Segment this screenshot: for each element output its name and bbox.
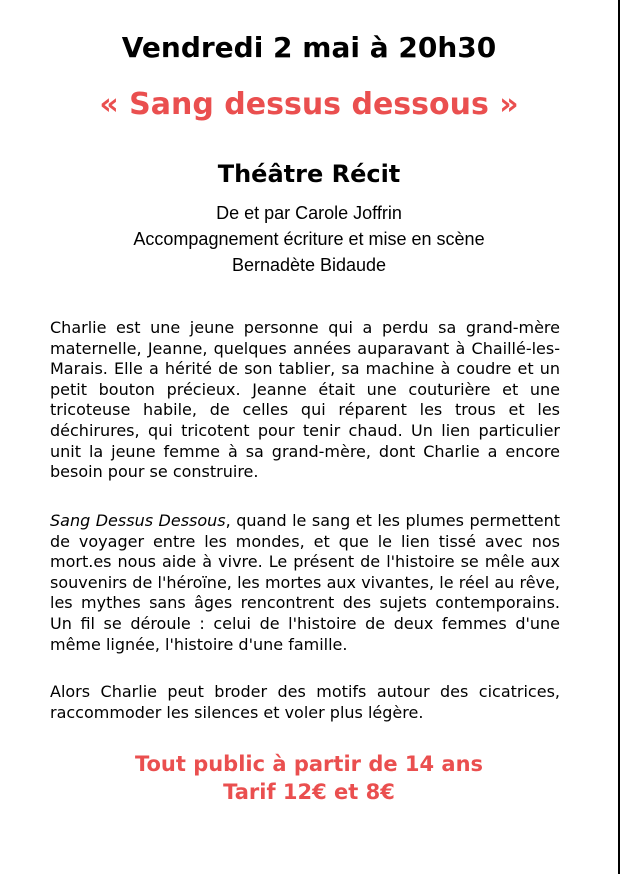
venue-heading: Théâtre Récit [217,160,401,188]
footer-info [0,750,618,806]
show-title: « Sang dessus dessous » [99,87,519,122]
synopsis-paragraph-1: Charlie est une jeune personne qui a perdu sa grand-mère maternelle, Jeanne, quelques années auparavant à Chaillé-les-Marais. Elle a hérité de son tablier, sa machine à coudre et un petit bouton précieux. Jeanne était une couturière et une tricoteuse habile, de celles qui réparent les trous et les déchirures, qui tricotent pour tenir chaud. Un lien particulier unit la jeune femme à sa grand-mère, dont Charlie a encore besoin pour se construire. [50,318,560,482]
audience-line: Tout public à partir de 14 ans [134,752,484,776]
event-date: Vendredi 2 mai à 20h30 [121,31,497,64]
credits-author: De et par Carole Joffrin [216,203,402,223]
synopsis-paragraph-3: Alors Charlie peut broder des motifs autour des cicatrices, raccommoder les silences et voler plus légère. [50,682,560,722]
price-line: Tarif 12€ et 8€ [223,780,395,804]
credits-director: Bernadète Bidaude [231,255,387,275]
show-title-italic: Sang Dessus Dessous [50,511,226,530]
credits-accompaniment: Accompagnement écriture et mise en scène [133,229,485,249]
credits-block [0,200,618,278]
synopsis-paragraph-2 [50,511,560,655]
synopsis-paragraph-2-text: , quand le sang et les plumes permettent de voyager entre les mondes, et que le lien tissé avec nos mort.es nous aide à vivre. Le présent de l'histoire se mêle aux souvenirs de l'héroïne, les mortes aux vivantes, le réel au rêve, les mythes sans âges rencontrent des sujets contemporains. Un fil se déroule : celui de l'histoire de deux femmes d'une même lignée, l'histoire d'une famille. [50,511,561,654]
